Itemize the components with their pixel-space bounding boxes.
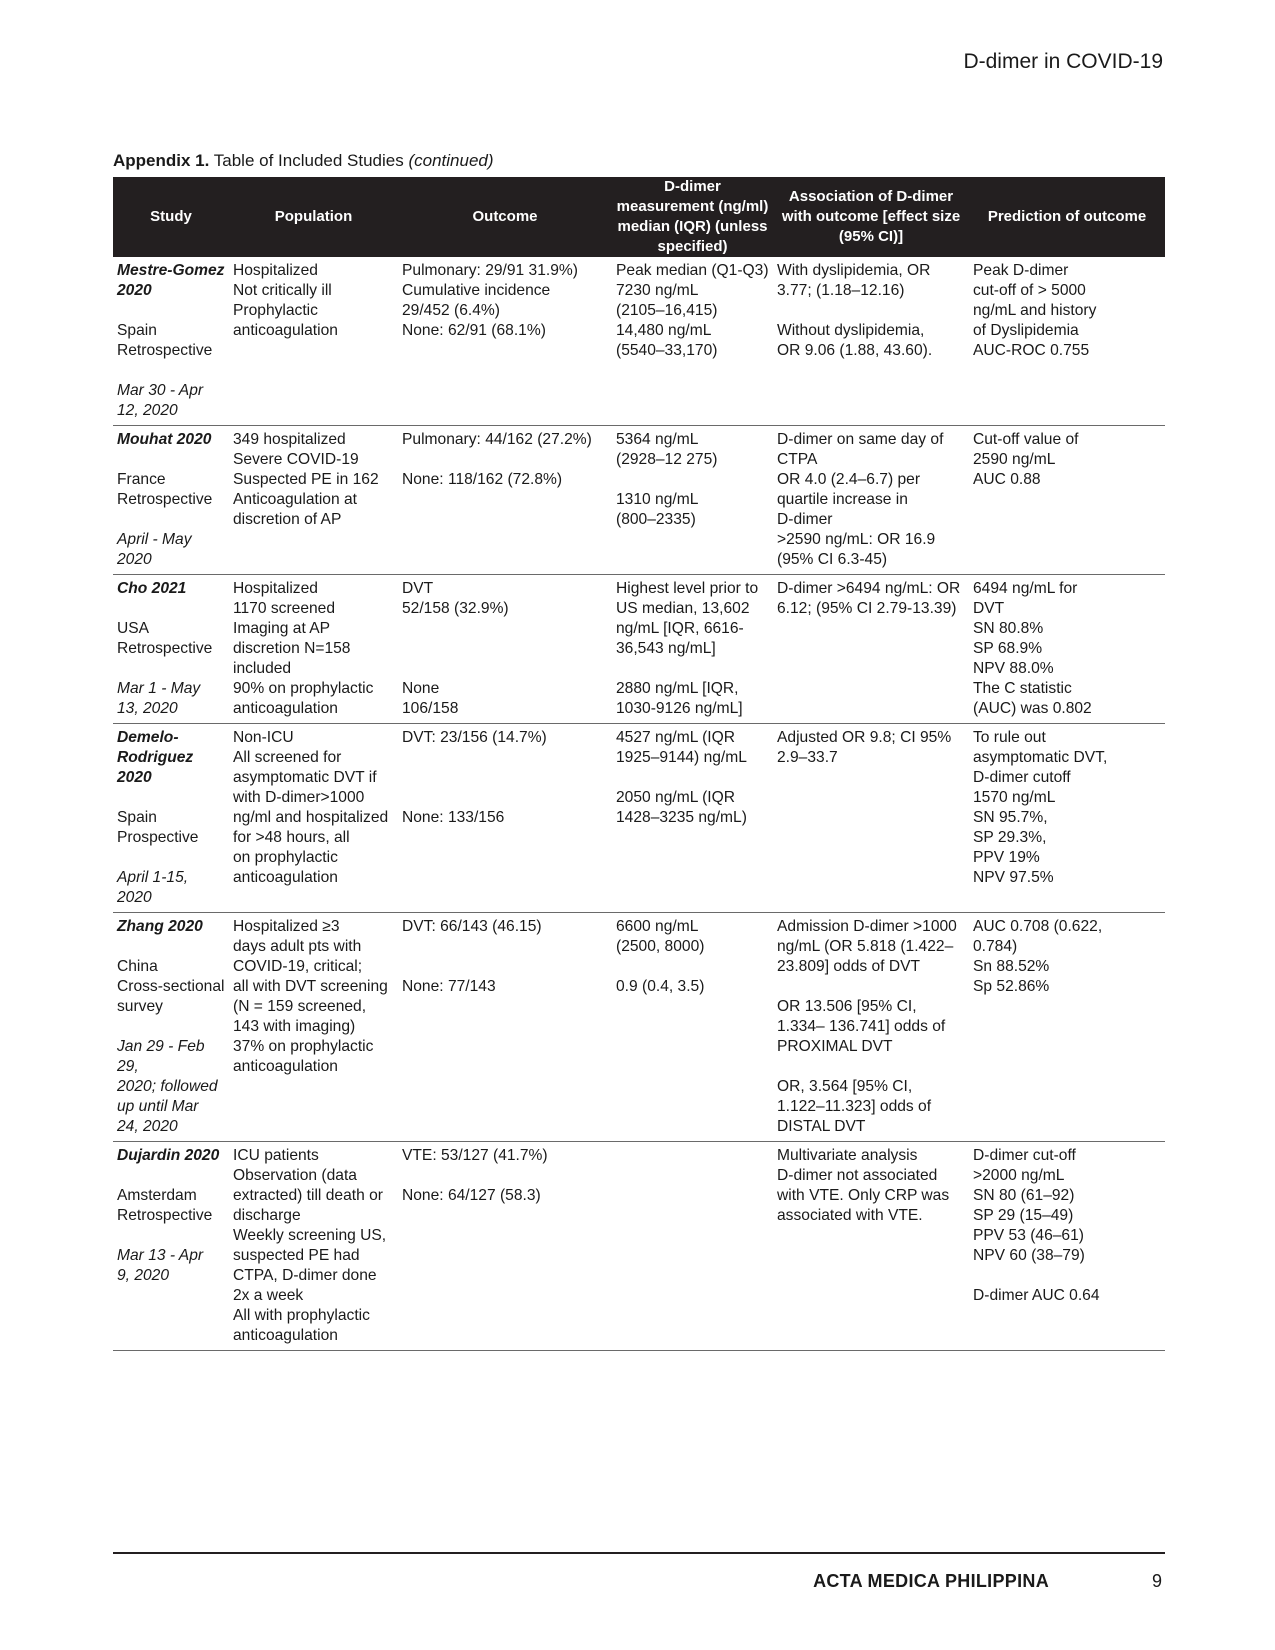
population-line: anticoagulation	[233, 1058, 338, 1075]
prediction-line: 6494 ng/mL for	[973, 580, 1078, 597]
population-line: anticoagulation	[233, 869, 338, 886]
association-line: CTPA	[777, 451, 818, 468]
study-period: 9, 2020	[117, 1267, 170, 1284]
prediction-line: Cut-off value of	[973, 431, 1079, 448]
study-location: Retrospective	[117, 342, 213, 359]
study-location: USA	[117, 620, 150, 637]
population-line: All screened for	[233, 749, 342, 766]
study-period: 2020	[117, 889, 152, 906]
prediction-line: SN 80 (61–92)	[973, 1187, 1075, 1204]
population-line: anticoagulation	[233, 700, 338, 717]
population-line: extracted) till death or	[233, 1187, 383, 1204]
population-line: discretion N=158	[233, 640, 351, 657]
population-cell	[229, 1142, 398, 1351]
population-line: on prophylactic	[233, 849, 338, 866]
study-location: Retrospective	[117, 640, 213, 657]
prediction-line: AUC-ROC 0.755	[973, 342, 1090, 359]
population-line: ICU patients	[233, 1147, 319, 1164]
measurement-line: US median, 13,602	[616, 600, 750, 617]
prediction-line: >2000 ng/mL	[973, 1167, 1065, 1184]
population-line: discharge	[233, 1207, 301, 1224]
measurement-line: 6600 ng/mL	[616, 918, 699, 935]
measurement-cell	[612, 257, 773, 426]
outcome-line: Pulmonary: 29/91 31.9%)	[402, 262, 578, 279]
outcome-line	[402, 619, 608, 639]
study-name: Cho 2021	[117, 580, 187, 597]
prediction-line: PPV 19%	[973, 849, 1040, 866]
measurement-line: 5364 ng/mL	[616, 431, 699, 448]
association-line: 1.334– 136.741] odds of	[777, 1018, 946, 1035]
outcome-line: DVT: 23/156 (14.7%)	[402, 729, 547, 746]
prediction-cell	[969, 257, 1165, 426]
population-line: Hospitalized	[233, 580, 318, 597]
prediction-line: To rule out	[973, 729, 1046, 746]
measurement-line: (800–2335)	[616, 511, 696, 528]
association-line: quartile increase in	[777, 491, 908, 508]
population-line: Severe COVID-19	[233, 451, 359, 468]
association-cell	[773, 724, 969, 913]
study-period: up until Mar	[117, 1098, 199, 1115]
outcome-cell	[398, 575, 612, 724]
prediction-cell	[969, 426, 1165, 575]
association-line: D-dimer not associated	[777, 1167, 938, 1184]
outcome-line: None: 62/91 (68.1%)	[402, 322, 546, 339]
outcome-line: 29/452 (6.4%)	[402, 302, 500, 319]
study-period: April 1-15,	[117, 869, 189, 886]
prediction-line: (AUC) was 0.802	[973, 700, 1092, 717]
association-line: 2.9–33.7	[777, 749, 838, 766]
association-line: Adjusted OR 9.8; CI 95%	[777, 729, 952, 746]
study-name: Mouhat 2020	[117, 431, 212, 448]
prediction-line: SN 80.8%	[973, 620, 1044, 637]
prediction-line: of Dyslipidemia	[973, 322, 1079, 339]
population-line: Observation (data	[233, 1167, 357, 1184]
population-line: Not critically ill	[233, 282, 332, 299]
measurement-line: 14,480 ng/mL	[616, 322, 712, 339]
caption-label: Appendix 1.	[113, 151, 210, 170]
population-cell	[229, 913, 398, 1142]
study-location: Spain	[117, 809, 157, 826]
population-line: 2x a week	[233, 1287, 304, 1304]
measurement-line: 7230 ng/mL	[616, 282, 699, 299]
study-cell	[113, 724, 229, 913]
study-location: Prospective	[117, 829, 199, 846]
prediction-line: Peak D-dimer	[973, 262, 1069, 279]
measurement-line: (5540–33,170)	[616, 342, 718, 359]
prediction-line: asymptomatic DVT,	[973, 749, 1108, 766]
population-line: 143 with imaging)	[233, 1018, 356, 1035]
table-row	[113, 913, 1165, 1142]
outcome-line	[402, 768, 608, 788]
study-location: China	[117, 958, 158, 975]
outcome-line: None: 133/156	[402, 809, 505, 826]
association-line: associated with VTE.	[777, 1207, 923, 1224]
population-line: COVID-19, critical;	[233, 958, 363, 975]
study-cell	[113, 426, 229, 575]
measurement-line: 1310 ng/mL	[616, 491, 699, 508]
population-line: (N = 159 screened,	[233, 998, 367, 1015]
study-location: Amsterdam	[117, 1187, 197, 1204]
outcome-cell	[398, 724, 612, 913]
caption-note: (continued)	[408, 151, 494, 170]
header-d-dimer-measurement: D-dimer measurement (ng/ml) median (IQR) (unless specified)	[612, 177, 773, 257]
outcome-line	[402, 639, 608, 659]
measurement-cell	[612, 426, 773, 575]
measurement-line: (2928–12 275)	[616, 451, 718, 468]
population-line: anticoagulation	[233, 322, 338, 339]
table-row	[113, 257, 1165, 426]
study-period: 12, 2020	[117, 402, 178, 419]
measurement-cell	[612, 575, 773, 724]
prediction-cell	[969, 913, 1165, 1142]
study-location: France	[117, 471, 166, 488]
outcome-line: Pulmonary: 44/162 (27.2%)	[402, 431, 592, 448]
outcome-line: 106/158	[402, 700, 459, 717]
population-line: ng/ml and hospitalized	[233, 809, 389, 826]
association-line	[777, 301, 965, 321]
association-cell	[773, 913, 969, 1142]
outcome-line: None: 118/162 (72.8%)	[402, 471, 563, 488]
study-cell	[113, 257, 229, 426]
population-line: Prophylactic	[233, 302, 318, 319]
study-cell	[113, 1142, 229, 1351]
population-line: for >48 hours, all	[233, 829, 350, 846]
outcome-line: DVT: 66/143 (46.15)	[402, 918, 542, 935]
measurement-line: 2880 ng/mL [IQR,	[616, 680, 739, 697]
study-name: 2020	[117, 282, 152, 299]
measurement-cell	[612, 1142, 773, 1351]
outcome-line: 52/158 (32.9%)	[402, 600, 509, 617]
study-name: Zhang 2020	[117, 918, 203, 935]
study-period: Mar 30 - Apr	[117, 382, 204, 399]
study-period: Mar 1 - May	[117, 680, 201, 697]
outcome-cell	[398, 426, 612, 575]
prediction-line: NPV 88.0%	[973, 660, 1054, 677]
table-row	[113, 724, 1165, 913]
study-period: 2020; followed	[117, 1078, 218, 1095]
prediction-line: NPV 97.5%	[973, 869, 1054, 886]
prediction-line: D-dimer cut-off	[973, 1147, 1076, 1164]
journal-name: ACTA MEDICA PHILIPPINA	[813, 1571, 1049, 1591]
study-period: 24, 2020	[117, 1118, 178, 1135]
measurement-line: 0.9 (0.4, 3.5)	[616, 978, 705, 995]
outcome-line: Cumulative incidence	[402, 282, 551, 299]
population-line: asymptomatic DVT if	[233, 769, 377, 786]
outcome-line	[402, 788, 608, 808]
population-line: all with DVT screening	[233, 978, 388, 995]
table-header-row	[113, 177, 1165, 257]
prediction-line	[973, 1266, 1161, 1286]
measurement-line: 1428–3235 ng/mL)	[616, 809, 747, 826]
measurement-line: Highest level prior to	[616, 580, 759, 597]
prediction-line: SP 29.3%,	[973, 829, 1047, 846]
measurement-line: (2500, 8000)	[616, 938, 705, 955]
association-line: Without dyslipidemia,	[777, 322, 925, 339]
header-study: Study	[113, 177, 229, 257]
population-line: with D-dimer>1000	[233, 789, 365, 806]
measurement-line	[616, 470, 769, 490]
association-line: OR, 3.564 [95% CI,	[777, 1078, 913, 1095]
population-line: Anticoagulation at	[233, 491, 357, 508]
outcome-line: VTE: 53/127 (41.7%)	[402, 1147, 548, 1164]
table-caption	[113, 151, 494, 171]
study-name: Rodriguez 2020	[117, 749, 198, 786]
outcome-line	[402, 659, 608, 679]
population-cell	[229, 575, 398, 724]
population-line: Imaging at AP	[233, 620, 331, 637]
measurement-cell	[612, 913, 773, 1142]
prediction-line: 0.784)	[973, 938, 1018, 955]
population-line: 349 hospitalized	[233, 431, 346, 448]
outcome-line: None	[402, 680, 440, 697]
association-line: D-dimer	[777, 511, 833, 528]
measurement-line: 1030-9126 ng/mL]	[616, 700, 743, 717]
association-line: with VTE. Only CRP was	[777, 1187, 950, 1204]
page-number: 9	[1151, 1571, 1162, 1591]
association-line: ng/mL (OR 5.818 (1.422–	[777, 938, 954, 955]
association-cell	[773, 426, 969, 575]
association-cell	[773, 1142, 969, 1351]
measurement-line: (2105–16,415)	[616, 302, 718, 319]
study-name: Demelo-	[117, 729, 179, 746]
measurement-line: 36,543 ng/mL]	[616, 640, 716, 657]
population-line: Hospitalized ≥3	[233, 918, 340, 935]
prediction-line: AUC 0.708 (0.622,	[973, 918, 1103, 935]
association-line: Admission D-dimer >1000	[777, 918, 957, 935]
header-population: Population	[229, 177, 398, 257]
prediction-line: D-dimer cutoff	[973, 769, 1071, 786]
table-row	[113, 1142, 1165, 1351]
population-cell	[229, 257, 398, 426]
prediction-cell	[969, 575, 1165, 724]
prediction-line: ng/mL and history	[973, 302, 1097, 319]
measurement-line: 4527 ng/mL (IQR	[616, 729, 736, 746]
outcome-line	[402, 957, 608, 977]
association-line: With dyslipidemia, OR	[777, 262, 931, 279]
outcome-cell	[398, 913, 612, 1142]
table-row	[113, 575, 1165, 724]
prediction-line: NPV 60 (38–79)	[973, 1247, 1085, 1264]
header-prediction: Prediction of outcome	[969, 177, 1165, 257]
study-cell	[113, 575, 229, 724]
population-line: 90% on prophylactic	[233, 680, 374, 697]
study-period: Jan 29 - Feb 29,	[117, 1038, 209, 1075]
association-cell	[773, 257, 969, 426]
study-location: Spain	[117, 322, 157, 339]
association-line: D-dimer on same day of	[777, 431, 944, 448]
association-line: 1.122–11.323] odds of	[777, 1098, 932, 1115]
prediction-line: The C statistic	[973, 680, 1072, 697]
measurement-line: 1925–9144) ng/mL	[616, 749, 747, 766]
table-body	[113, 257, 1165, 1351]
population-line: 1170 screened	[233, 600, 336, 617]
outcome-cell	[398, 257, 612, 426]
population-line: Hospitalized	[233, 262, 318, 279]
association-line: Multivariate analysis	[777, 1147, 918, 1164]
population-line: All with prophylactic	[233, 1307, 370, 1324]
measurement-line: Peak median (Q1-Q3)	[616, 262, 769, 279]
prediction-line: cut-off of > 5000	[973, 282, 1086, 299]
measurement-line: 2050 ng/mL (IQR	[616, 789, 736, 806]
prediction-cell	[969, 724, 1165, 913]
association-line: OR 13.506 [95% CI,	[777, 998, 917, 1015]
study-period: Mar 13 - Apr	[117, 1247, 204, 1264]
study-name: Dujardin 2020	[117, 1147, 220, 1164]
outcome-line	[402, 450, 608, 470]
association-line	[777, 1057, 965, 1077]
study-period: 13, 2020	[117, 700, 178, 717]
study-location: Retrospective	[117, 491, 213, 508]
population-line: included	[233, 660, 292, 677]
outcome-line: None: 64/127 (58.3)	[402, 1187, 541, 1204]
prediction-line: Sn 88.52%	[973, 958, 1050, 975]
included-studies-table	[113, 177, 1165, 1351]
population-line: 37% on prophylactic	[233, 1038, 374, 1055]
association-line: D-dimer >6494 ng/mL: OR	[777, 580, 961, 597]
population-line: days adult pts with	[233, 938, 362, 955]
study-period: 2020	[117, 551, 152, 568]
population-cell	[229, 426, 398, 575]
measurement-line	[616, 659, 769, 679]
prediction-line: 2590 ng/mL	[973, 451, 1056, 468]
caption-title: Table of Included Studies	[209, 151, 409, 170]
association-line: OR 4.0 (2.4–6.7) per	[777, 471, 921, 488]
measurement-line	[616, 768, 769, 788]
prediction-line: SP 68.9%	[973, 640, 1043, 657]
prediction-line: 1570 ng/mL	[973, 789, 1056, 806]
prediction-line: Sp 52.86%	[973, 978, 1050, 995]
table-row	[113, 426, 1165, 575]
population-line: discretion of AP	[233, 511, 342, 528]
prediction-line: SN 95.7%,	[973, 809, 1048, 826]
association-line: PROXIMAL DVT	[777, 1038, 893, 1055]
prediction-line: SP 29 (15–49)	[973, 1207, 1074, 1224]
association-line: DISTAL DVT	[777, 1118, 866, 1135]
outcome-line	[402, 937, 608, 957]
prediction-cell	[969, 1142, 1165, 1351]
association-line: 3.77; (1.18–12.16)	[777, 282, 905, 299]
header-outcome: Outcome	[398, 177, 612, 257]
population-cell	[229, 724, 398, 913]
study-period: April - May	[117, 531, 192, 548]
population-line: Weekly screening US,	[233, 1227, 387, 1244]
measurement-cell	[612, 724, 773, 913]
prediction-line: AUC 0.88	[973, 471, 1041, 488]
study-name: Mestre-Gomez	[117, 262, 225, 279]
study-location: survey	[117, 998, 163, 1015]
population-line: suspected PE had	[233, 1247, 360, 1264]
running-head: D-dimer in COVID-19	[963, 50, 1163, 73]
footer-rule	[113, 1552, 1165, 1554]
measurement-line: ng/mL [IQR, 6616-	[616, 620, 744, 637]
population-line: Non-ICU	[233, 729, 294, 746]
outcome-line	[402, 1166, 608, 1186]
association-line: >2590 ng/mL: OR 16.9	[777, 531, 936, 548]
study-location: Retrospective	[117, 1207, 213, 1224]
association-line: (95% CI 6.3-45)	[777, 551, 888, 568]
outcome-cell	[398, 1142, 612, 1351]
measurement-line	[616, 957, 769, 977]
prediction-line: DVT	[973, 600, 1005, 617]
outcome-line: DVT	[402, 580, 434, 597]
association-cell	[773, 575, 969, 724]
prediction-line: PPV 53 (46–61)	[973, 1227, 1084, 1244]
population-line: anticoagulation	[233, 1327, 338, 1344]
study-location: Cross-sectional	[117, 978, 225, 995]
prediction-line: D-dimer AUC 0.64	[973, 1287, 1100, 1304]
outcome-line: None: 77/143	[402, 978, 496, 995]
association-line: 6.12; (95% CI 2.79-13.39)	[777, 600, 957, 617]
association-line	[777, 977, 965, 997]
association-line: 23.809] odds of DVT	[777, 958, 921, 975]
header-association: Association of D-dimer with outcome [effect size (95% CI)]	[773, 177, 969, 257]
study-cell	[113, 913, 229, 1142]
population-line: Suspected PE in 162	[233, 471, 379, 488]
association-line: OR 9.06 (1.88, 43.60).	[777, 342, 933, 359]
population-line: CTPA, D-dimer done	[233, 1267, 377, 1284]
outcome-line	[402, 748, 608, 768]
